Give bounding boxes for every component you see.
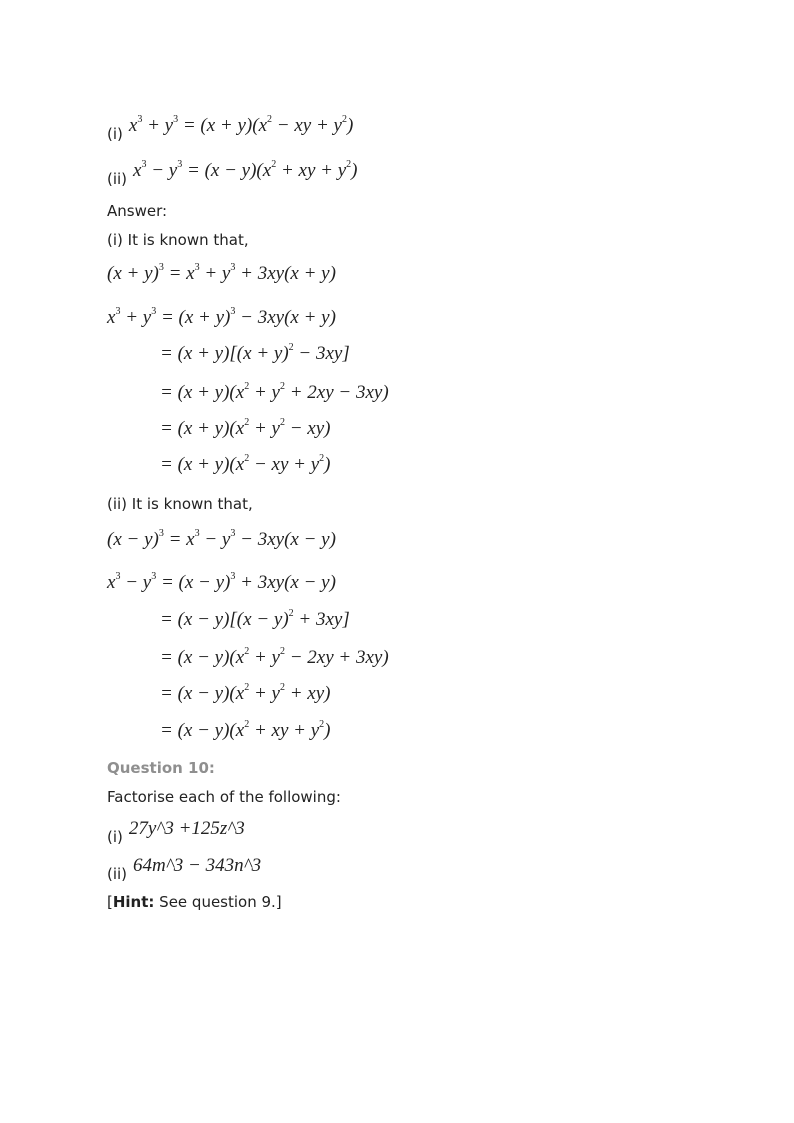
part1-step: = $(x + y)[(x + y)^2 - 3xy]$ (160, 342, 350, 364)
prompt-item-2 (107, 159, 357, 188)
part1-intro: (i) It is known that, (107, 231, 249, 249)
equation: 27y^3 +125z^3 (128, 818, 245, 839)
question-heading: Question 10: (107, 759, 215, 777)
equation: 64m^3 − 343n^3 (133, 855, 262, 876)
part2-step: = $(x - y)(x^2$ + xy + $y^2$) (160, 719, 331, 741)
part1-identity: $(x + y)^3 = x^3 + y^3 + 3xy(x + y)$ (107, 262, 336, 284)
hint-bracket: [ (107, 893, 113, 911)
answer-label: Answer: (107, 202, 168, 220)
question-prompt: Factorise each of the following: (107, 788, 341, 806)
part2-step: $x^3 - y^3 = (x - y)^3 + 3xy(x - y)$ (107, 571, 336, 593)
part2-step: = $(x - y)(x^2 + y^2 - 2xy + 3xy)$ (160, 646, 389, 668)
part2-step: = $(x - y)[(x - y)^2 + 3xy]$ (160, 608, 350, 630)
part2-step: = $(x - y)(x^2 + y^2 + xy)$ (160, 682, 331, 704)
item-label: (i) (107, 125, 123, 143)
item-label: (i) (107, 828, 123, 846)
part1-step: = $(x + y)(x^2 + y^2 + 2xy - 3xy)$ (160, 381, 389, 403)
question-item-2 (107, 855, 261, 883)
hint-text: See question 9.] (154, 893, 282, 911)
prompt-item-1 (107, 114, 353, 143)
question-item-1 (107, 818, 245, 846)
part1-step: = $(x + y)(x^2 + y^2 - xy)$ (160, 417, 331, 439)
part2-identity: $(x - y)^3 = x^3 - y^3 - 3xy(x - y)$ (107, 528, 336, 550)
hint-label: Hint: (112, 893, 155, 911)
hint (107, 893, 282, 911)
item-label: (ii) (107, 865, 128, 883)
part1-step: $x^3 + y^3 = (x + y)^3 - 3xy(x + y)$ (107, 306, 336, 328)
equation: $x^3 + y^3 = (x + y)(x^2$ − xy + $y^2$) (128, 114, 354, 136)
part2-intro: (ii) It is known that, (107, 495, 253, 513)
equation: $x^3 - y^3 = (x - y)(x^2$ + xy + $y^2$) (133, 159, 358, 181)
item-label: (ii) (107, 170, 128, 188)
part1-step: = $(x + y)(x^2$ − xy + $y^2$) (160, 453, 331, 475)
